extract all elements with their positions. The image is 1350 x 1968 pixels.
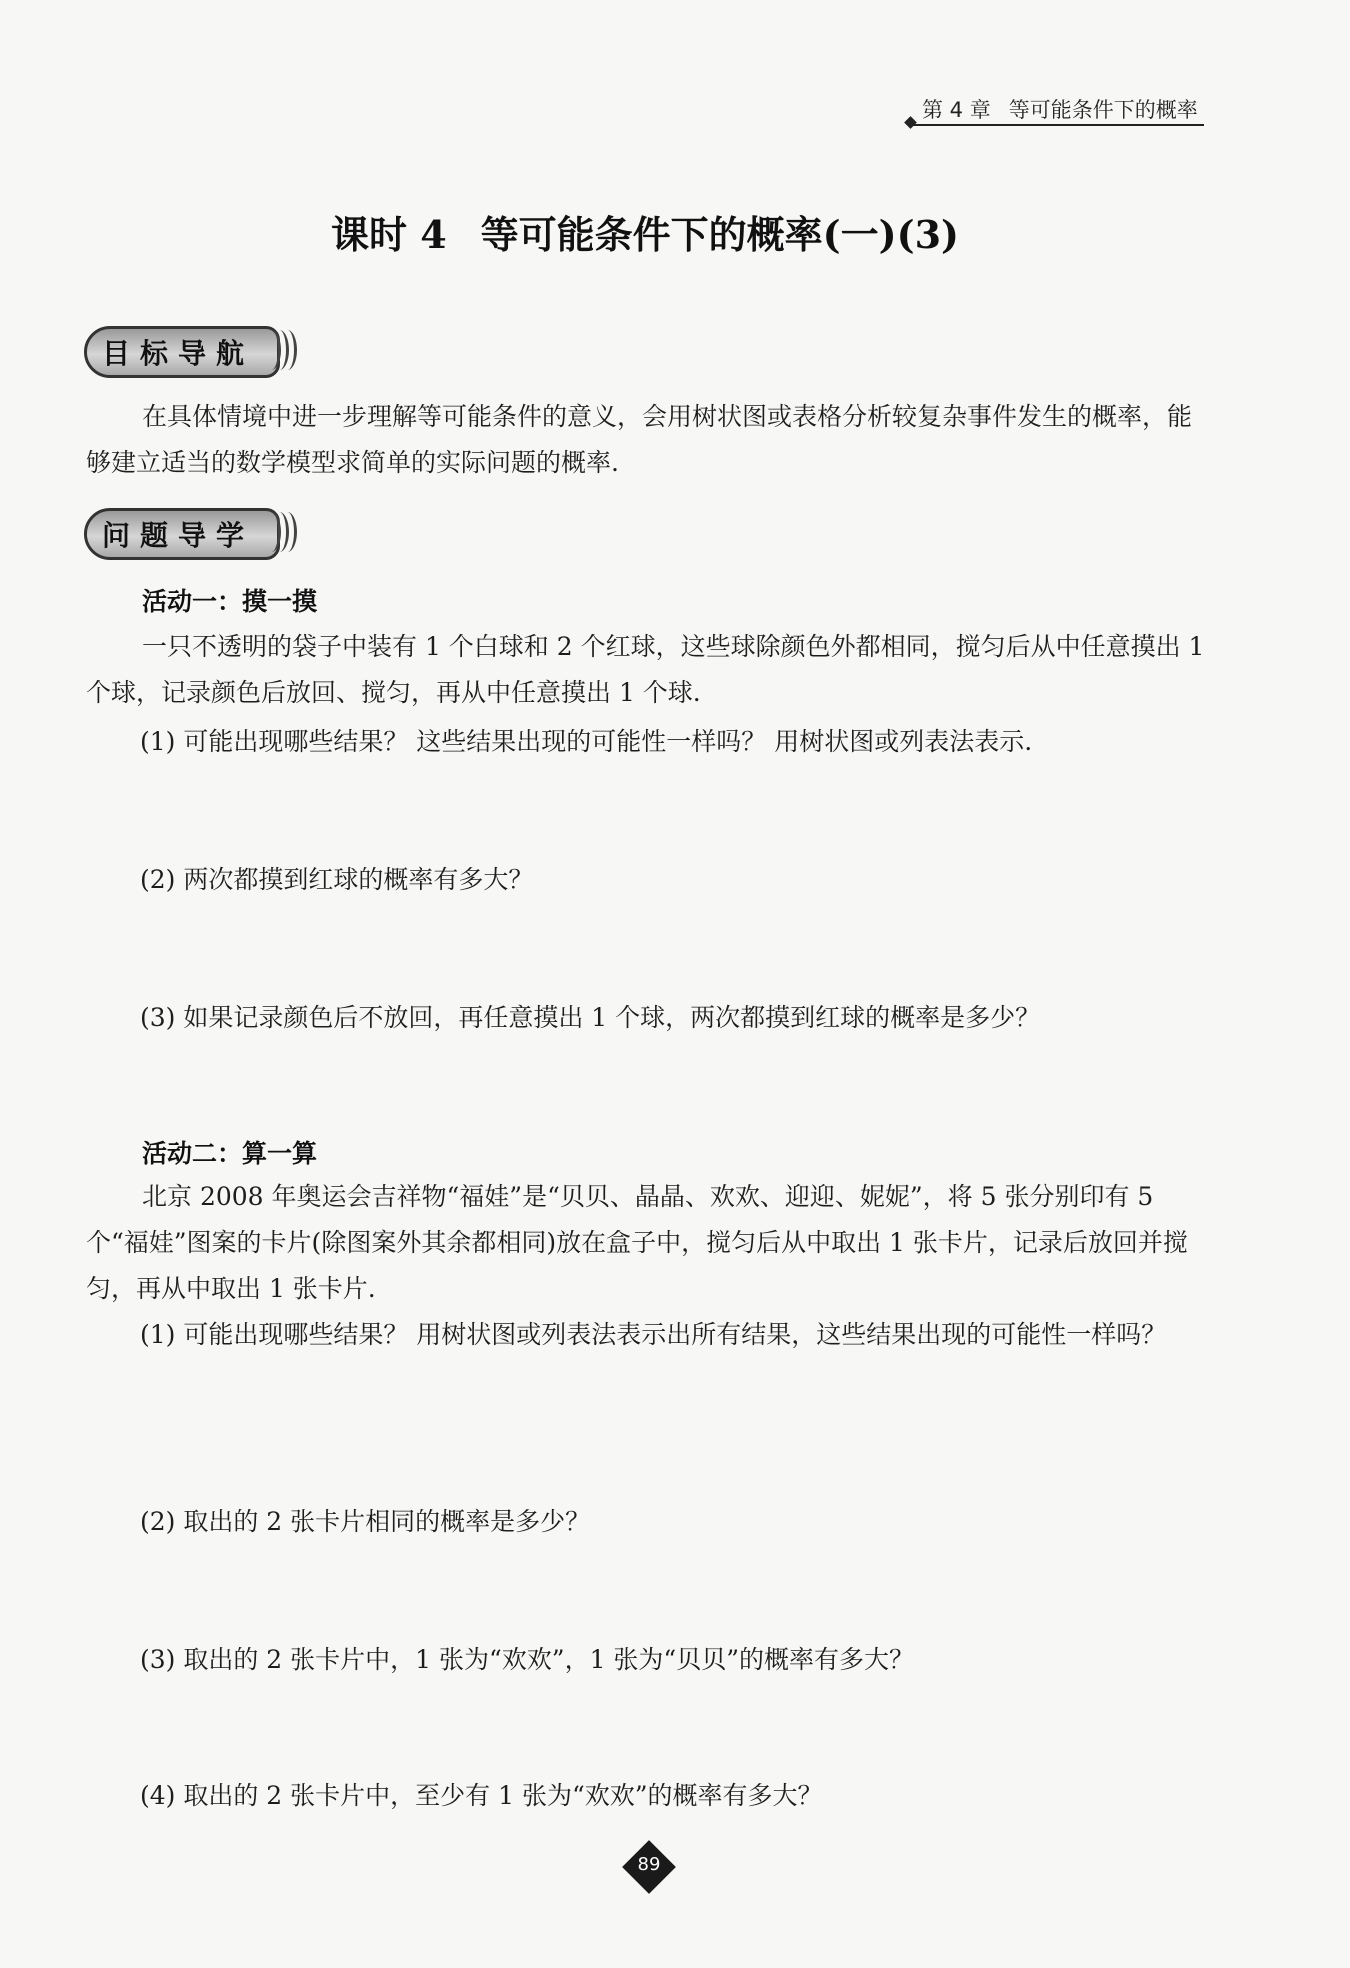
activity2-intro: 北京 2008 年奥运会吉祥物“福娃”是“贝贝、晶晶、欢欢、迎迎、妮妮”，将 5 张分别印有 5 个“福娃”图案的卡片(除图案外其余都相同)放在盒子中，搅匀后从中取出 1 张卡片，记录后放回并搅匀，再从中取出 1 张卡片.: [86, 1182, 1188, 1303]
activity1-question-2: (2) 两次都摸到红球的概率有多大？: [140, 865, 534, 894]
page-number-badge: [624, 1842, 674, 1892]
goals-badge: [84, 326, 298, 376]
guide-badge: [84, 508, 298, 558]
goals-label: 目标导航: [102, 337, 255, 370]
activity2-question-2: (2) 取出的 2 张卡片相同的概率是多少？: [140, 1507, 591, 1536]
activity2-title: 活动二：算一算: [142, 1139, 318, 1168]
activity1-title: 活动一：摸一摸: [142, 587, 318, 616]
activity1-intro: 一只不透明的袋子中装有 1 个白球和 2 个红球，这些球除颜色外都相同，搅匀后从中任意摸出 1 个球，记录颜色后放回、搅匀，再从中任意摸出 1 个球.: [86, 632, 1205, 707]
activity2-question-1: (1) 可能出现哪些结果？ 用树状图或列表法表示出所有结果，这些结果出现的可能性一样吗？: [140, 1320, 1167, 1349]
activity1-question-1: (1) 可能出现哪些结果？ 这些结果出现的可能性一样吗？ 用树状图或列表法表示.: [140, 727, 1033, 756]
lesson-number: 课时 4: [330, 212, 447, 257]
guide-label: 问题导学: [102, 519, 255, 552]
page-number: 89: [637, 1854, 661, 1875]
chapter-title: 等可能条件下的概率: [1008, 98, 1198, 122]
goals-text: 在具体情境中进一步理解等可能条件的意义，会用树状图或表格分析较复杂事件发生的概率，能够建立适当的数学模型求简单的实际问题的概率.: [86, 402, 1193, 477]
activity1-question-3: (3) 如果记录颜色后不放回，再任意摸出 1 个球，两次都摸到红球的概率是多少？: [140, 1003, 1041, 1032]
header-rule: [912, 124, 1204, 126]
badge-ring: [278, 330, 297, 370]
lesson-title: [0, 204, 1290, 259]
running-header: [922, 94, 1198, 124]
chapter-number: 第 4 章: [922, 98, 991, 122]
activity2-question-4: (4) 取出的 2 张卡片中，至少有 1 张为“欢欢”的概率有多大？: [140, 1781, 823, 1810]
lesson-name: 等可能条件下的概率(一)(3): [480, 212, 960, 257]
badge-ring: [278, 512, 297, 552]
header-diamond-icon: [904, 116, 917, 129]
activity2-question-3: (3) 取出的 2 张卡片中，1 张为“欢欢”，1 张为“贝贝”的概率有多大？: [140, 1645, 914, 1674]
